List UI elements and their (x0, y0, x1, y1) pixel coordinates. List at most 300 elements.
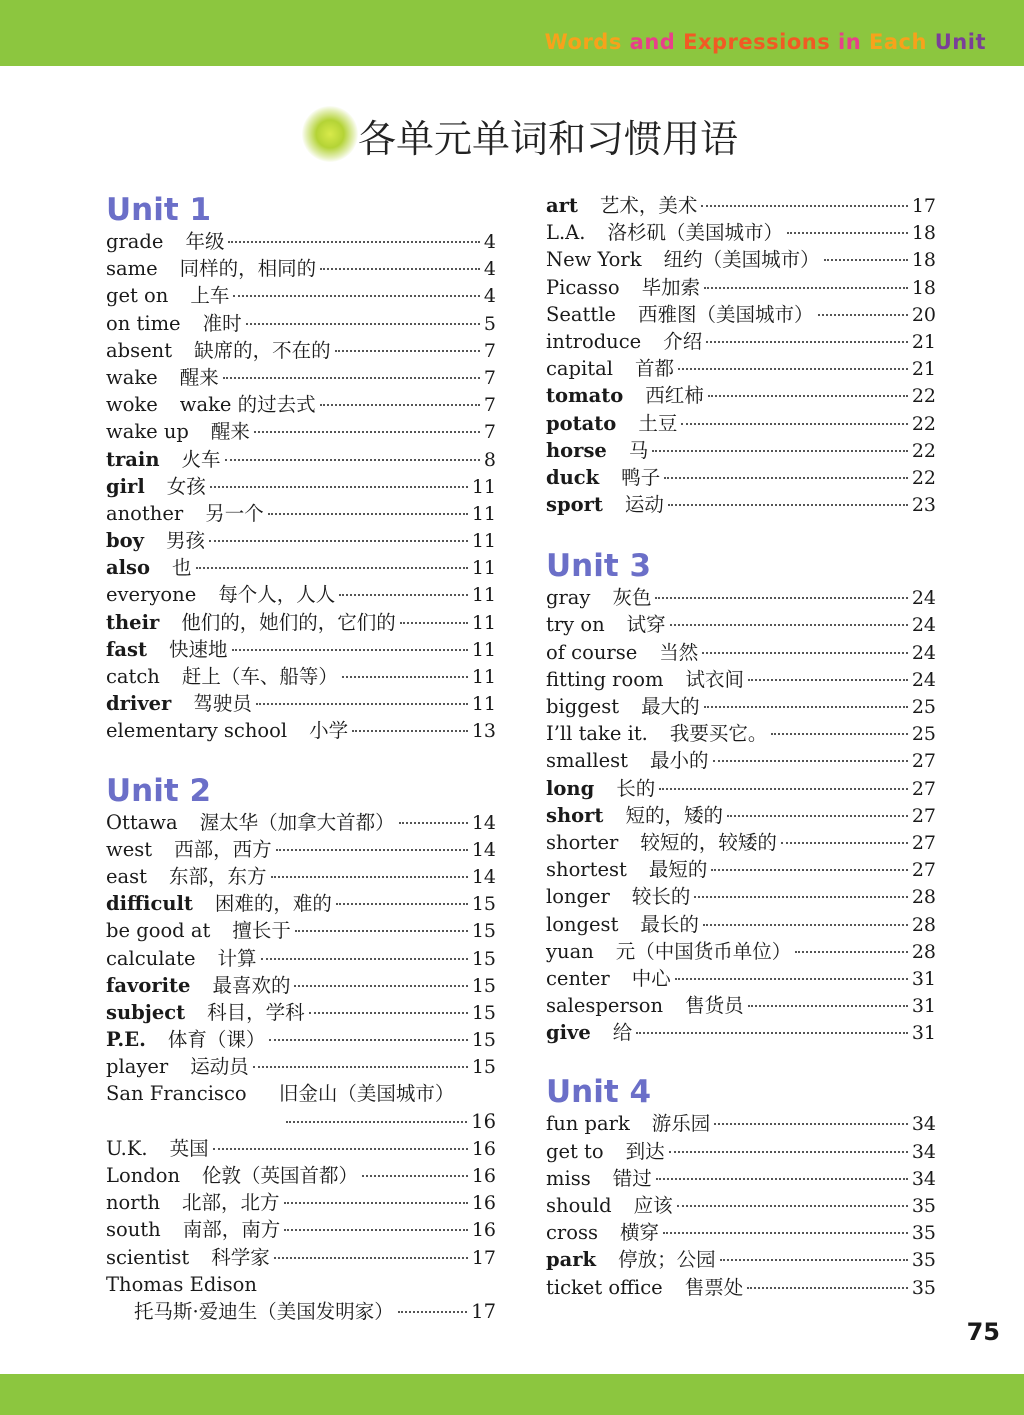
entry-word: Ottawa (106, 810, 178, 834)
dot-leader (335, 350, 480, 352)
entry-meaning: 最长的 (640, 912, 699, 936)
entry-meaning: 售票处 (684, 1275, 744, 1299)
entry-meaning: 毕加索 (641, 275, 701, 299)
entry-page: 15 (471, 920, 496, 943)
list-item (106, 809, 496, 836)
unit-2-list-continued (106, 1135, 496, 1271)
dot-leader (681, 423, 907, 425)
header-word: Words (544, 30, 622, 54)
entry-page: 11 (471, 530, 496, 553)
entry-word: train (106, 447, 160, 471)
list-item (546, 802, 936, 829)
entry-page: 7 (483, 421, 496, 444)
list-item (106, 663, 496, 690)
entry-page: 24 (911, 587, 936, 610)
dot-leader (246, 323, 480, 325)
entry-word: London (106, 1164, 181, 1187)
dot-leader (727, 815, 908, 817)
entry-meaning: 最大的 (641, 695, 700, 718)
entry-meaning: 游乐园 (651, 1112, 711, 1136)
list-item (546, 219, 936, 246)
list-item (546, 856, 936, 883)
entry-word: horse (546, 438, 607, 462)
entry-word: on time (106, 311, 181, 335)
entry-meaning: 横穿 (620, 1221, 660, 1245)
entry-meaning: 擅长于 (232, 919, 291, 943)
list-item (546, 1165, 936, 1192)
entry-meaning: 旧金山（美国城市） (278, 1082, 455, 1106)
bottom-color-band (0, 1374, 1024, 1415)
entry-word: fitting room (546, 667, 664, 691)
entry-meaning: 运动员 (190, 1055, 249, 1079)
list-item (106, 282, 496, 309)
list-item (106, 446, 496, 473)
entry-page: 7 (483, 366, 496, 389)
list-item (106, 500, 496, 527)
entry-word: New York (546, 248, 642, 272)
entry-word: duck (546, 465, 600, 489)
dot-leader (339, 594, 468, 596)
spacer (546, 1046, 936, 1074)
list-item (106, 972, 496, 999)
page-title: 各单元单词和习惯用语 (358, 117, 739, 161)
entry-word: grade (106, 230, 164, 253)
entry-meaning: 最短的 (648, 858, 708, 882)
entry-page: 11 (471, 475, 496, 498)
entry-meaning: 计算 (217, 946, 257, 970)
dot-leader (223, 377, 480, 379)
entry-word: same (106, 257, 158, 281)
entry-meaning: 困难的，难的 (214, 892, 332, 916)
entry-meaning: 洛杉矶（美国城市） (607, 221, 783, 245)
entry-meaning: wake 的过去式 (179, 393, 316, 417)
entry-meaning: 艺术，美术 (599, 194, 698, 217)
entry-word: smallest (546, 749, 628, 773)
entry-meaning: 介绍 (663, 329, 703, 353)
dot-leader (694, 896, 907, 898)
entry-word: catch (106, 665, 160, 688)
entry-word: be good at (106, 919, 211, 943)
entry-word: give (546, 1021, 591, 1045)
entry-meaning: 托马斯·爱迪生（美国发明家） (134, 1299, 394, 1323)
entry-meaning: 西红柿 (645, 384, 704, 408)
dot-leader (656, 1178, 908, 1180)
dot-leader (210, 486, 468, 488)
entry-meaning: 短的，矮的 (625, 803, 723, 827)
dot-leader (276, 849, 468, 851)
entry-meaning: 应该 (633, 1194, 673, 1217)
list-item (106, 1080, 496, 1107)
dot-leader (196, 567, 468, 569)
entry-word: girl (106, 474, 145, 498)
dot-leader (228, 241, 479, 243)
dot-leader (268, 513, 468, 515)
dot-leader (703, 924, 908, 926)
list-item (546, 829, 936, 856)
list-item (106, 636, 496, 663)
list-item (106, 1162, 496, 1189)
list-item (546, 584, 936, 611)
list-item (106, 1271, 496, 1298)
entry-page: 27 (911, 750, 936, 773)
entry-word: of course (546, 640, 638, 664)
entry-page: 28 (911, 940, 936, 963)
entry-meaning: 我要买它。 (669, 722, 768, 746)
dot-leader (818, 314, 908, 316)
entry-page: 15 (471, 974, 496, 997)
entry-page: 16 (471, 1165, 496, 1187)
entry-word: get to (546, 1139, 604, 1163)
entry-page: 25 (911, 723, 936, 746)
entry-word: U.K. (106, 1136, 148, 1160)
entry-meaning: 另一个 (205, 501, 264, 525)
entry-word: try on (546, 613, 605, 637)
entry-meaning: 西雅图（美国城市） (637, 302, 814, 326)
entry-word: sport (546, 493, 603, 517)
dot-leader (678, 368, 908, 370)
entry-page: 35 (911, 1222, 936, 1245)
dot-leader (274, 1257, 468, 1259)
list-item (546, 1246, 936, 1273)
title-bullet-icon (302, 106, 358, 162)
dot-leader (320, 268, 480, 270)
entry-meaning: 女孩 (166, 474, 206, 498)
list-item (106, 609, 496, 636)
entry-word: woke (106, 393, 158, 417)
dot-leader (213, 1148, 468, 1150)
entry-meaning: 较短的，较矮的 (640, 830, 777, 854)
list-item (546, 1110, 936, 1137)
dot-leader (704, 706, 908, 708)
entry-meaning: 准时 (202, 311, 242, 335)
header-word: and (629, 30, 676, 54)
dot-leader (254, 431, 480, 433)
entry-meaning: 鸭子 (621, 465, 661, 489)
entry-word: shorter (546, 830, 619, 854)
entry-word: San Francisco (106, 1082, 247, 1106)
entry-page: 11 (471, 693, 496, 716)
dot-leader (677, 1205, 908, 1207)
entry-meaning: 最小的 (649, 749, 709, 773)
dot-leader (269, 1039, 467, 1041)
dot-leader (714, 1123, 908, 1125)
entry-word: calculate (106, 946, 196, 970)
entry-page: 31 (911, 967, 936, 990)
dot-leader (294, 985, 467, 987)
entry-page: 5 (483, 312, 496, 335)
entry-meaning: 缺席的，不在的 (194, 338, 331, 362)
entry-word: another (106, 501, 184, 525)
list-item-continued (106, 1298, 496, 1325)
entry-word: should (546, 1194, 612, 1217)
entry-page: 7 (483, 394, 496, 417)
dot-leader (708, 395, 908, 397)
entry-meaning: 当然 (659, 640, 699, 664)
entry-page: 11 (471, 557, 496, 580)
list-item (106, 999, 496, 1026)
dot-leader (781, 842, 908, 844)
list-item (546, 747, 936, 774)
entry-meaning: 中心 (631, 966, 671, 990)
entry-meaning: 赶上（车、船等） (181, 665, 338, 688)
entry-meaning: 马 (628, 438, 649, 462)
list-item (106, 1216, 496, 1243)
list-item (106, 527, 496, 554)
dot-leader (702, 652, 908, 654)
dot-leader (748, 679, 908, 681)
entry-page: 17 (911, 195, 936, 217)
entry-word: their (106, 610, 160, 634)
dot-leader (713, 760, 908, 762)
entry-word: everyone (106, 583, 197, 607)
entry-meaning: 西部，西方 (174, 837, 272, 861)
dot-leader (747, 1287, 908, 1289)
list-item (106, 554, 496, 581)
list-item (546, 938, 936, 965)
entry-word: fast (106, 637, 148, 661)
list-item (546, 775, 936, 802)
dot-leader (253, 1066, 468, 1068)
entry-word: capital (546, 357, 613, 381)
entry-page: 4 (483, 258, 496, 281)
list-item (546, 1138, 936, 1165)
dot-leader (636, 1032, 908, 1034)
dot-leader (704, 287, 908, 289)
entry-page: 11 (471, 584, 496, 607)
list-item (106, 690, 496, 717)
entry-page: 8 (483, 448, 496, 471)
entry-word: player (106, 1055, 169, 1079)
entry-word: yuan (546, 939, 594, 963)
entry-page: 15 (471, 1001, 496, 1024)
entry-word: longer (546, 885, 610, 909)
entry-page: 4 (483, 231, 496, 253)
entry-meaning: 给 (612, 1021, 633, 1045)
entry-meaning: 每个人，人人 (218, 583, 336, 607)
entry-word: L.A. (546, 221, 586, 245)
spacer (106, 745, 496, 773)
entry-page: 24 (911, 614, 936, 637)
entry-word: biggest (546, 695, 620, 718)
entry-word: Picasso (546, 275, 620, 299)
entry-page: 35 (911, 1195, 936, 1217)
header-word: Unit (934, 30, 986, 54)
spacer (546, 518, 936, 548)
dot-leader (711, 869, 907, 871)
unit-4-heading: Unit 4 (546, 1074, 652, 1111)
entry-word: driver (106, 692, 172, 716)
dot-leader (748, 1005, 908, 1007)
entry-word: art (546, 194, 578, 217)
entry-page: 22 (911, 466, 936, 489)
entry-word: east (106, 864, 148, 888)
list-item (106, 255, 496, 282)
entry-page: 16 (471, 1219, 496, 1242)
entry-page: 16 (471, 1137, 496, 1160)
dot-leader (362, 1175, 468, 1177)
entry-meaning: 错过 (612, 1166, 652, 1190)
entry-meaning: 长的 (616, 776, 656, 800)
list-item (546, 192, 936, 219)
dot-leader (669, 1151, 908, 1153)
entry-word: park (546, 1248, 597, 1272)
entry-page: 34 (911, 1113, 936, 1136)
entry-meaning: 醒来 (210, 420, 250, 444)
entry-word: wake up (106, 420, 189, 444)
entry-word: elementary school (106, 719, 288, 743)
entry-page: 35 (911, 1276, 936, 1299)
entry-meaning: 试穿 (626, 613, 666, 637)
entry-meaning: 快速地 (169, 637, 228, 661)
entry-page: 14 (471, 865, 496, 888)
entry-page: 13 (471, 720, 496, 743)
list-item (106, 418, 496, 445)
list-item (106, 310, 496, 337)
list-item (106, 1135, 496, 1162)
unit-1-list (106, 228, 496, 745)
entry-page: 18 (911, 222, 936, 245)
entry-meaning: 较长的 (631, 885, 691, 909)
list-item (546, 1219, 936, 1246)
entry-meaning: 首都 (634, 357, 674, 381)
list-item (106, 863, 496, 890)
entry-page: 14 (471, 838, 496, 861)
list-item (546, 410, 936, 437)
list-item (546, 382, 936, 409)
entry-page: 28 (911, 913, 936, 936)
list-item (106, 337, 496, 364)
dot-leader (659, 788, 908, 790)
list-item (546, 301, 936, 328)
unit-3-list (546, 584, 936, 1046)
entry-meaning: 灰色 (612, 586, 652, 610)
list-item (546, 491, 936, 518)
entry-meaning: 年级 (185, 230, 225, 253)
entry-meaning: 土豆 (638, 411, 678, 435)
list-item (106, 890, 496, 917)
entry-meaning: 火车 (181, 447, 221, 471)
entry-meaning: 北部，北方 (182, 1191, 280, 1215)
entry-word: fun park (546, 1112, 630, 1136)
entry-word: ticket office (546, 1275, 663, 1299)
dot-leader (261, 958, 468, 960)
entry-page: 11 (471, 666, 496, 688)
dot-leader (295, 930, 468, 932)
entry-word: salesperson (546, 994, 664, 1018)
dot-leader (787, 232, 908, 234)
list-item (106, 836, 496, 863)
list-item (546, 274, 936, 301)
list-item (106, 917, 496, 944)
list-item (546, 720, 936, 747)
entry-word: subject (106, 1000, 186, 1024)
entry-word: also (106, 556, 151, 580)
title-block (302, 104, 782, 164)
entry-word: scientist (106, 1245, 190, 1269)
entry-page: 18 (911, 276, 936, 299)
entry-meaning: 科目，学科 (207, 1000, 305, 1024)
entry-page: 11 (471, 502, 496, 525)
dot-leader (652, 450, 907, 452)
dot-leader (284, 1229, 468, 1231)
entry-word: miss (546, 1166, 591, 1190)
entry-word: favorite (106, 973, 191, 997)
entry-word: north (106, 1191, 161, 1215)
header-word: Expressions (683, 30, 831, 54)
entry-word: I’ll take it. (546, 722, 648, 746)
entry-page: 22 (911, 385, 936, 408)
list-item (546, 1019, 936, 1046)
entry-page: 15 (471, 1056, 496, 1079)
entry-word: longest (546, 912, 619, 936)
entry-page: 35 (911, 1249, 936, 1272)
dot-leader (271, 876, 468, 878)
entry-meaning: 男孩 (165, 529, 205, 553)
entry-meaning: 渥太华（加拿大首都） (199, 810, 395, 834)
entry-meaning: 试衣间 (685, 667, 744, 691)
entry-page: 27 (911, 804, 936, 827)
entry-word: long (546, 776, 595, 800)
unit-3-heading: Unit 3 (546, 548, 652, 585)
dot-leader (664, 477, 908, 479)
entry-page: 24 (911, 641, 936, 664)
entry-page: 27 (911, 777, 936, 800)
dot-leader (352, 730, 468, 732)
entry-word: gray (546, 586, 591, 610)
entry-page: 15 (471, 893, 496, 916)
entry-meaning: 英国 (169, 1136, 209, 1160)
entry-page: 34 (911, 1167, 936, 1190)
list-item (546, 883, 936, 910)
list-item-continued (106, 1108, 496, 1135)
list-item (546, 911, 936, 938)
list-item (546, 328, 936, 355)
entry-page: 14 (471, 811, 496, 834)
list-item (546, 355, 936, 382)
entry-page: 28 (911, 886, 936, 909)
entry-page: 21 (911, 330, 936, 353)
unit-1-heading: Unit 1 (106, 192, 212, 228)
entry-word: cross (546, 1221, 598, 1245)
list-item (546, 1274, 936, 1301)
entry-page: 4 (483, 285, 496, 308)
list-item (106, 1026, 496, 1053)
entry-page: 18 (911, 249, 936, 272)
dot-leader (675, 978, 908, 980)
entry-meaning: 售货员 (685, 994, 744, 1018)
entry-word: shortest (546, 858, 627, 882)
list-item (106, 473, 496, 500)
entry-page: 16 (471, 1109, 496, 1133)
dot-leader (233, 295, 480, 297)
entry-word: difficult (106, 892, 193, 916)
entry-page: 23 (911, 494, 936, 517)
entry-word: Thomas Edison (106, 1272, 257, 1296)
left-column (106, 192, 496, 1325)
header-word: in (838, 30, 862, 54)
list-item (546, 693, 936, 720)
right-column (546, 192, 936, 1301)
entry-meaning: 他们的，她们的，它们的 (181, 610, 396, 634)
entry-page: 17 (471, 1299, 496, 1323)
entry-meaning: 科学家 (211, 1245, 270, 1269)
dot-leader (701, 205, 907, 207)
entry-meaning: 同样的，相同的 (179, 257, 317, 281)
dot-leader (398, 1311, 467, 1313)
entry-meaning: 停放；公园 (618, 1248, 716, 1272)
entry-word: potato (546, 411, 617, 435)
entry-page: 7 (483, 339, 496, 362)
